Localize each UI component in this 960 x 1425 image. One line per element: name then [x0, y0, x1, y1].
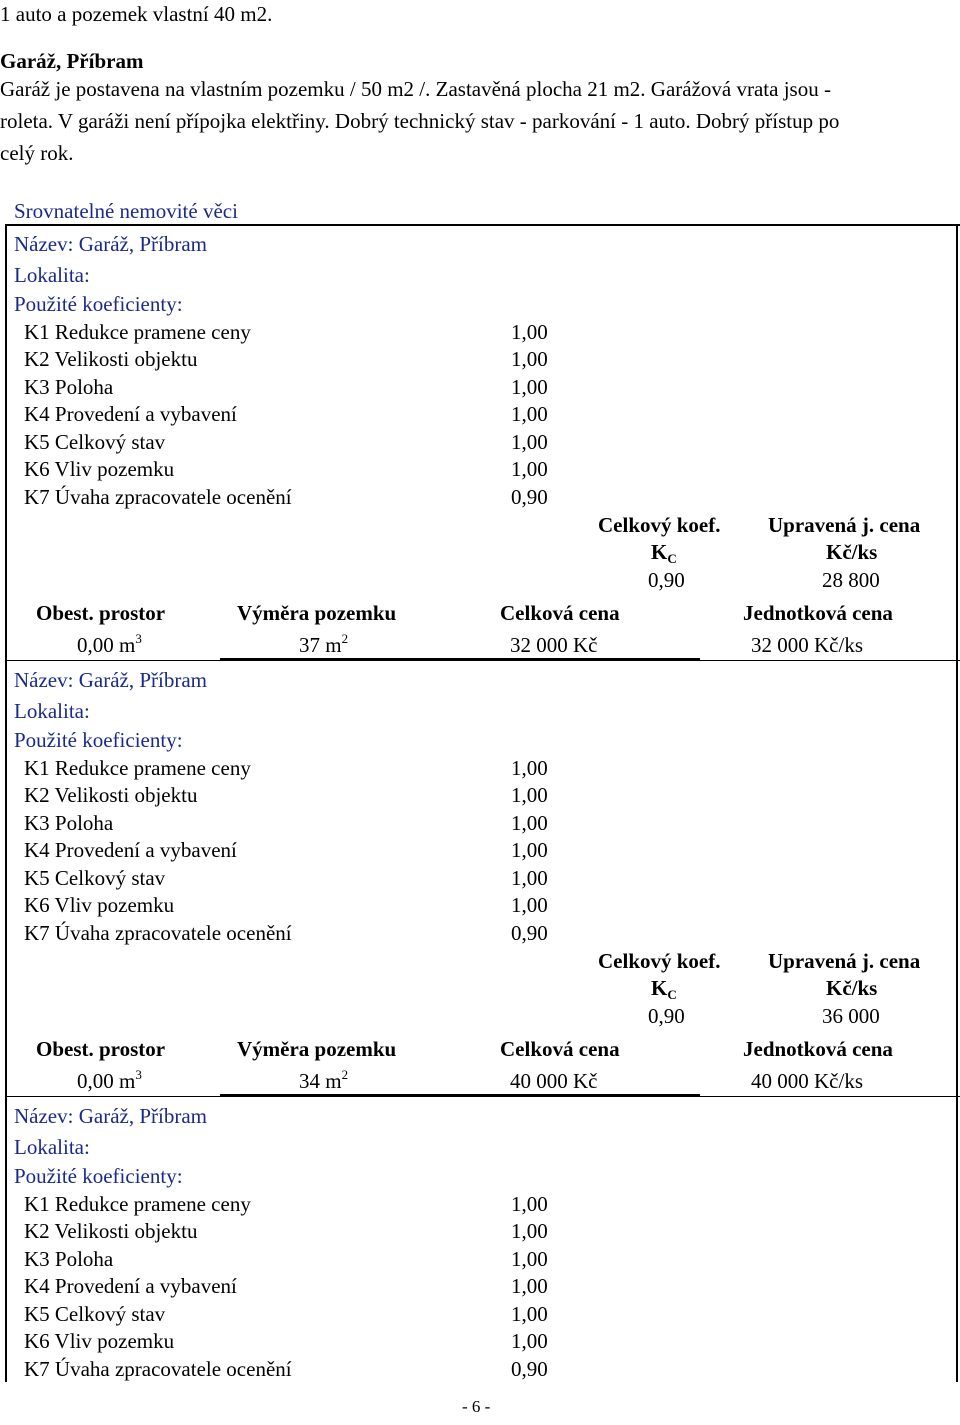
coefficient-value: 1,00 — [511, 430, 548, 454]
unit-price-value: 32 000 Kč/ks — [751, 633, 863, 657]
coefficient-label: K6 Vliv pozemku — [24, 1329, 175, 1353]
total-koef-label: Celkový koef. — [598, 949, 721, 973]
coefficient-label: K1 Redukce pramene ceny — [24, 756, 251, 780]
total-koef-label: Celkový koef. — [598, 513, 721, 537]
col-header-unit-price: Jednotková cena — [743, 1037, 893, 1061]
total-price-value: 32 000 Kč — [510, 633, 598, 657]
total-price-value: 40 000 Kč — [510, 1069, 598, 1093]
coefficient-value: 1,00 — [511, 1274, 548, 1298]
coefficient-label: K2 Velikosti objektu — [24, 347, 198, 371]
col-header-total: Celková cena — [500, 601, 620, 625]
coefficient-value: 1,00 — [511, 347, 548, 371]
coefficient-label: K5 Celkový stav — [24, 1302, 166, 1326]
coefficient-value: 1,00 — [511, 457, 548, 481]
coefficient-label: K1 Redukce pramene ceny — [24, 320, 251, 344]
kc-value: 0,90 — [648, 1004, 685, 1028]
property-name: Název: Garáž, Příbram — [14, 232, 207, 256]
col-header-total: Celková cena — [500, 1037, 620, 1061]
coefficient-value: 1,00 — [511, 756, 548, 780]
col-header-unit-price: Jednotková cena — [743, 601, 893, 625]
coefficient-label: K3 Poloha — [24, 1247, 114, 1271]
coefficient-value: 1,00 — [511, 866, 548, 890]
space-value: 0,00 $m^3$ — [77, 631, 142, 657]
coefficient-value: 1,00 — [511, 402, 548, 426]
coefficient-label: K7 Úvaha zpracovatele ocenění — [24, 485, 292, 509]
coefficient-label: K2 Velikosti objektu — [24, 1219, 198, 1243]
adjusted-price-label: Upravená j. cena — [768, 513, 921, 537]
coefficient-label: K1 Redukce pramene ceny — [24, 1192, 251, 1216]
intro-paragraph-line: Garáž je postavena na vlastním pozemku / 50 m2 /. Zastavěná plocha 21 m2. Garážová vrata jsou - — [0, 77, 831, 101]
location-label: Lokalita: — [14, 263, 90, 287]
coefficient-value: 1,00 — [511, 893, 548, 917]
coefficient-value: 1,00 — [511, 838, 548, 862]
coefficients-label: Použité koeficienty: — [14, 292, 183, 316]
coefficient-label: K4 Provedení a vybavení — [24, 838, 237, 862]
coefficient-label: K5 Celkový stav — [24, 430, 166, 454]
section-title: Srovnatelné nemovité věci — [14, 199, 238, 223]
col-header-area: Výměra pozemku — [237, 1037, 397, 1061]
coefficient-label: K6 Vliv pozemku — [24, 457, 175, 481]
coefficient-value: 1,00 — [511, 811, 548, 835]
intro-heading: Garáž, Příbram — [0, 49, 144, 73]
coefficient-value: 0,90 — [511, 1357, 548, 1381]
coefficient-value: 1,00 — [511, 320, 548, 344]
coefficient-label: K3 Poloha — [24, 375, 114, 399]
adjusted-price-value: 28 800 — [822, 568, 880, 592]
coefficient-label: K6 Vliv pozemku — [24, 893, 175, 917]
coefficient-value: 1,00 — [511, 1192, 548, 1216]
separator-line — [5, 1096, 960, 1097]
coefficients-label: Použité koeficienty: — [14, 728, 183, 752]
area-value: 34 $m^2$ — [299, 1067, 349, 1093]
adjusted-price-value: 36 000 — [822, 1004, 880, 1028]
kc-label: $K_C$ — [651, 540, 677, 566]
unit-price-value: 40 000 Kč/ks — [751, 1069, 863, 1093]
coefficient-value: 1,00 — [511, 1329, 548, 1353]
coefficient-label: K7 Úvaha zpracovatele ocenění — [24, 921, 292, 945]
frame-right-line — [956, 224, 958, 1382]
unit-label: Kč/ks — [826, 976, 878, 1000]
coefficient-value: 1,00 — [511, 783, 548, 807]
separator-line — [5, 660, 960, 661]
coefficient-label: K4 Provedení a vybavení — [24, 1274, 237, 1298]
coefficient-label: K2 Velikosti objektu — [24, 783, 198, 807]
coefficient-value: 1,00 — [511, 1302, 548, 1326]
property-name: Název: Garáž, Příbram — [14, 1104, 207, 1128]
coefficient-value: 1,00 — [511, 1219, 548, 1243]
frame-top-line — [5, 224, 960, 226]
location-label: Lokalita: — [14, 1135, 90, 1159]
adjusted-price-label: Upravená j. cena — [768, 949, 921, 973]
unit-label: Kč/ks — [826, 540, 878, 564]
property-name: Název: Garáž, Příbram — [14, 668, 207, 692]
location-label: Lokalita: — [14, 699, 90, 723]
coefficient-value: 1,00 — [511, 1247, 548, 1271]
coefficient-label: K3 Poloha — [24, 811, 114, 835]
coefficients-label: Použité koeficienty: — [14, 1164, 183, 1188]
coefficient-label: K7 Úvaha zpracovatele ocenění — [24, 1357, 292, 1381]
coefficient-value: 0,90 — [511, 485, 548, 509]
coefficient-label: K5 Celkový stav — [24, 866, 166, 890]
intro-line: 1 auto a pozemek vlastní 40 m2. — [0, 2, 273, 26]
kc-value: 0,90 — [648, 568, 685, 592]
intro-paragraph-line: celý rok. — [0, 141, 74, 165]
coefficient-label: K4 Provedení a vybavení — [24, 402, 237, 426]
kc-label: $K_C$ — [651, 976, 677, 1002]
space-value: 0,00 $m^3$ — [77, 1067, 142, 1093]
area-value: 37 $m^2$ — [299, 631, 349, 657]
page-number: - 6 - — [462, 1397, 491, 1416]
coefficient-value: 0,90 — [511, 921, 548, 945]
col-header-space: Obest. prostor — [36, 601, 166, 625]
frame-left-line — [5, 224, 7, 1382]
intro-paragraph-line: roleta. V garáži není přípojka elektřiny. Dobrý technický stav - parkování - 1 auto. Dobrý přístup po — [0, 109, 840, 133]
col-header-area: Výměra pozemku — [237, 601, 397, 625]
coefficient-value: 1,00 — [511, 375, 548, 399]
col-header-space: Obest. prostor — [36, 1037, 166, 1061]
